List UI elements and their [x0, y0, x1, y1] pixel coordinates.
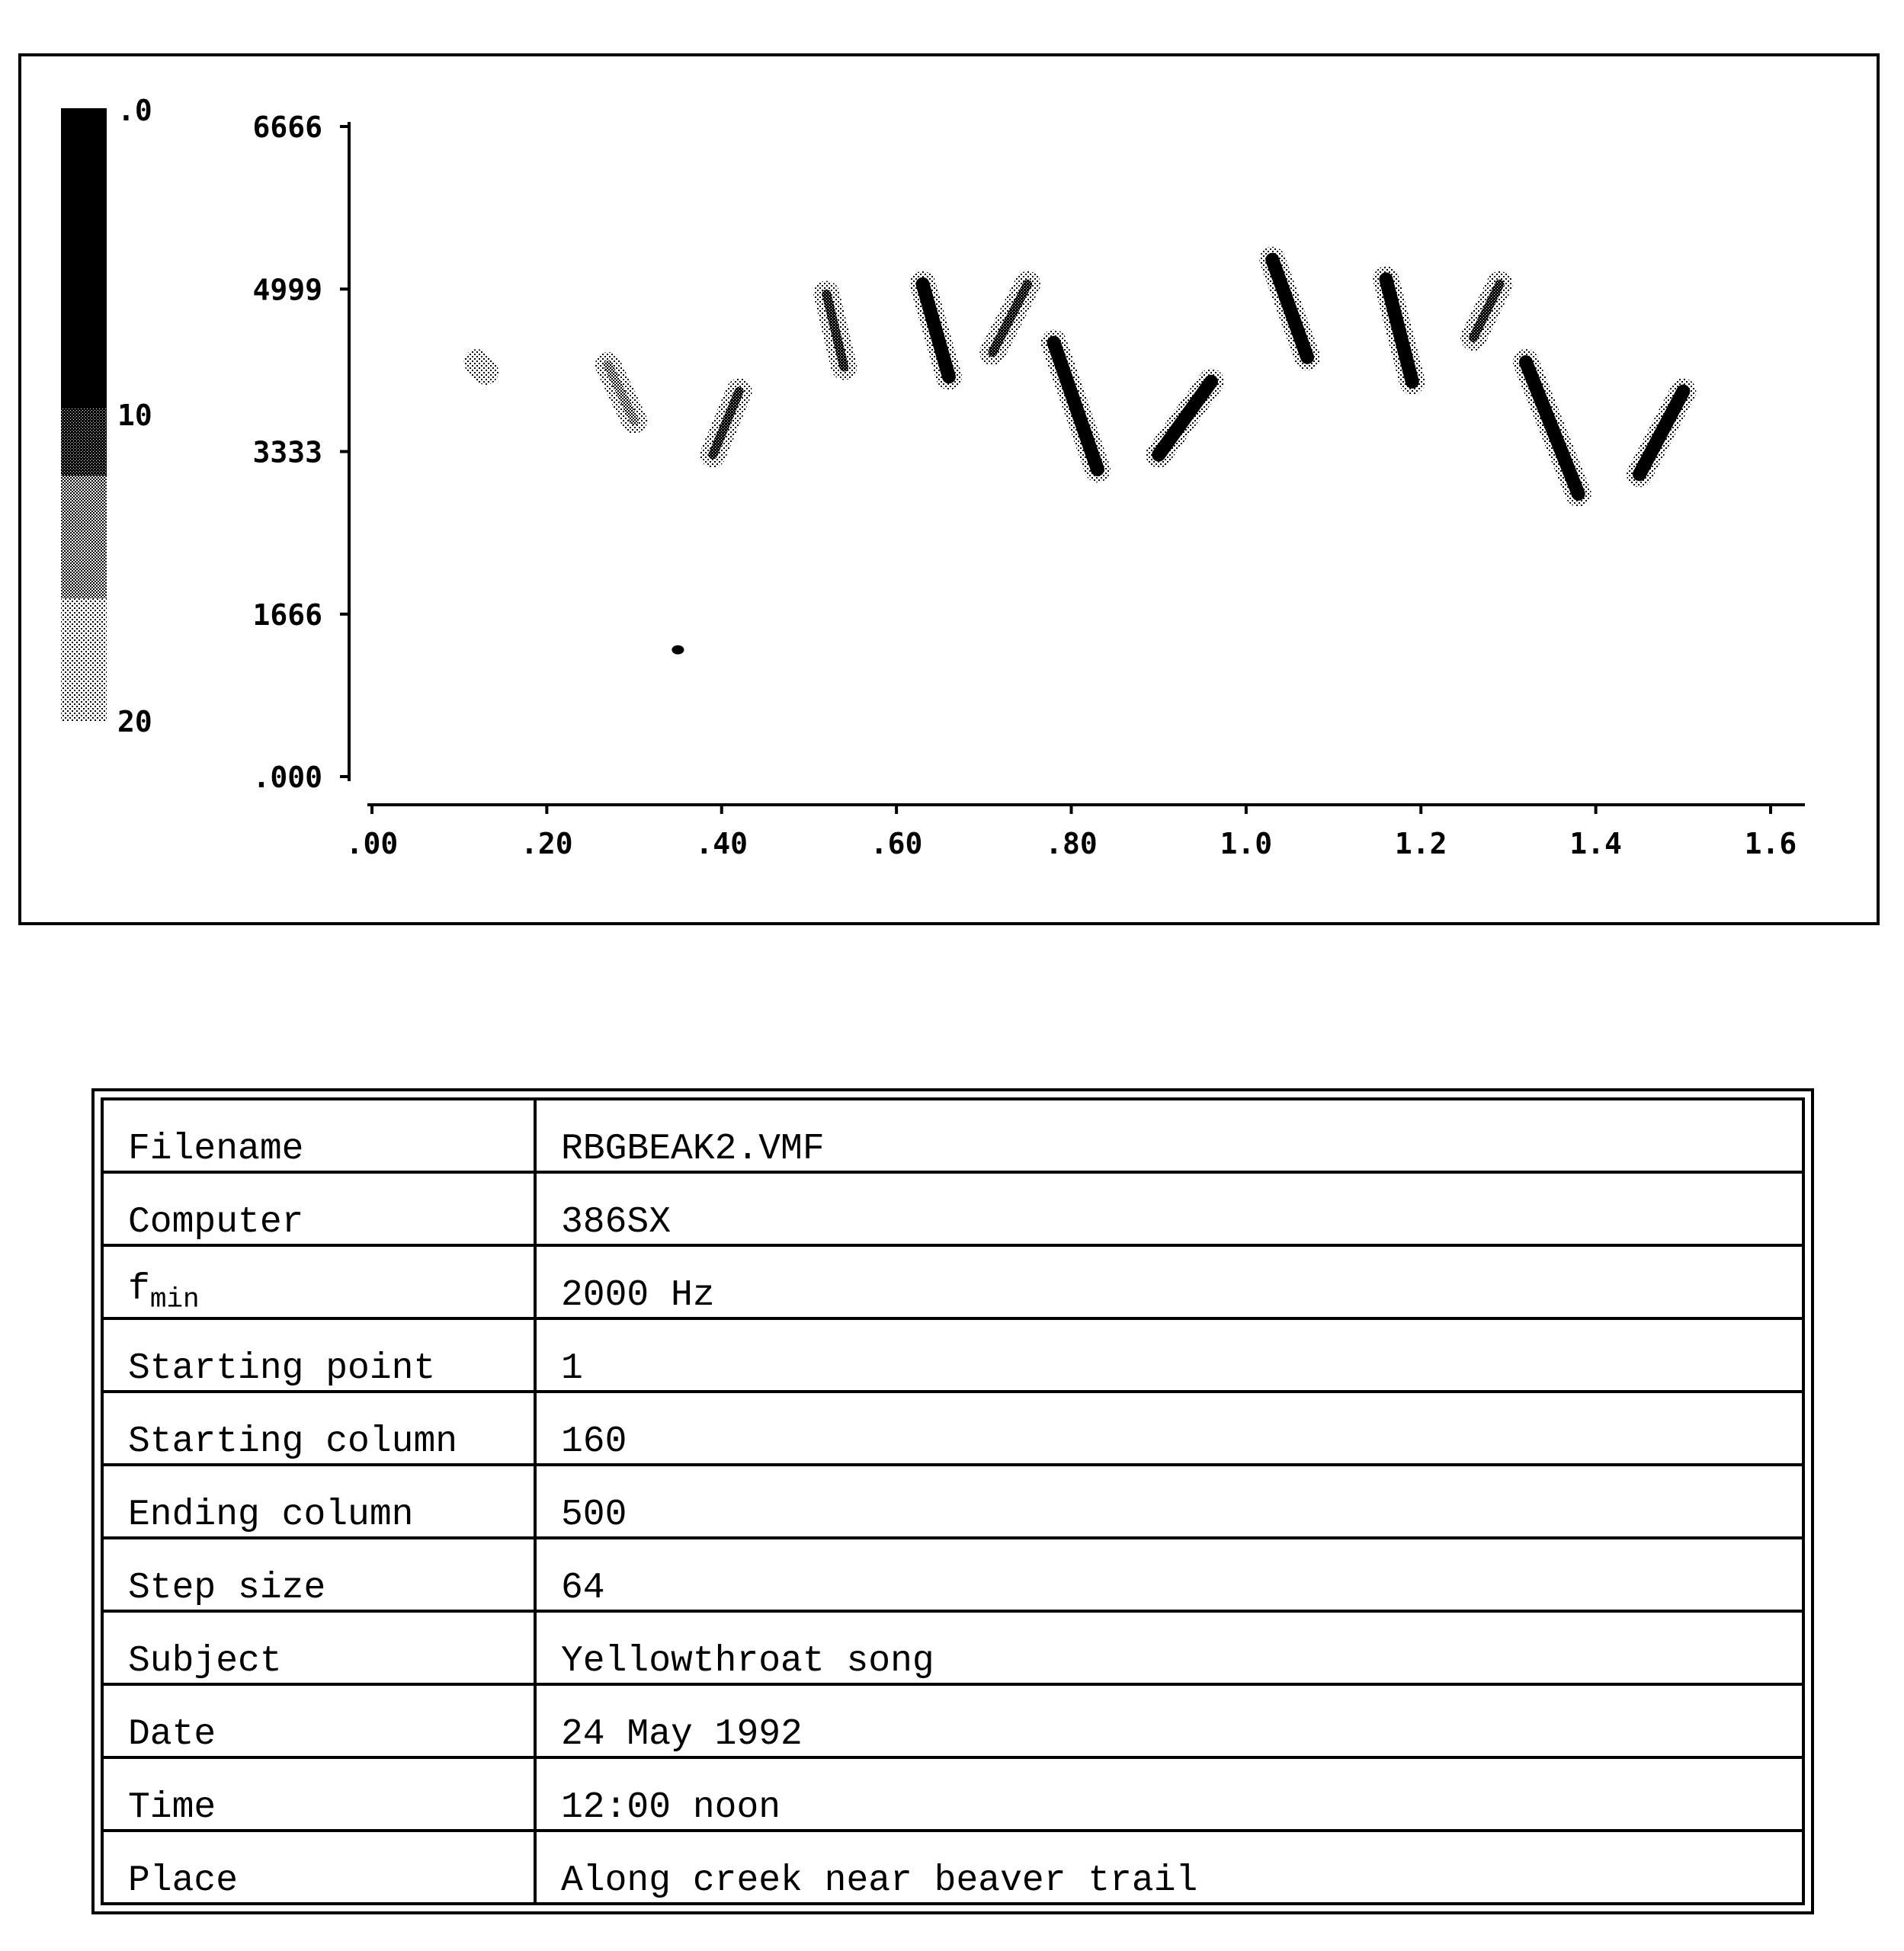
trace-core [1526, 362, 1579, 494]
trace [1054, 343, 1098, 469]
colorbar-band-light [61, 598, 107, 721]
table-key: Step size [128, 1568, 326, 1609]
trace [1473, 284, 1499, 338]
table-value: Along creek near beaver trail [535, 1831, 1803, 1904]
table-key: Starting column [128, 1421, 458, 1462]
table-key: Time [128, 1787, 216, 1828]
table-key-subscript: min [149, 1284, 200, 1315]
trace [826, 294, 844, 367]
table-row [102, 1392, 1803, 1465]
trace-core [1640, 392, 1683, 475]
table-row [102, 1172, 1803, 1245]
table-value: 386SX [535, 1172, 1803, 1245]
table-key: Computer [128, 1202, 304, 1243]
y-tick-label: .000 [252, 761, 322, 794]
table-key-cell [102, 1757, 535, 1831]
trace [713, 392, 739, 455]
table-key-cell [102, 1172, 535, 1245]
table-value: 500 [535, 1465, 1803, 1538]
trace [923, 284, 949, 377]
table-key-cell [102, 1831, 535, 1904]
spectrogram-chart [21, 56, 1877, 922]
trace-mark [672, 646, 684, 655]
metadata-table [91, 1088, 1814, 1914]
x-tick-label: 1.0 [1220, 827, 1273, 860]
x-tick-label: .80 [1045, 827, 1098, 860]
colorbar-band-dark [61, 108, 107, 408]
x-tick-label: .60 [870, 827, 923, 860]
table-key-cell [102, 1538, 535, 1611]
y-tick-label: 3333 [252, 435, 322, 469]
trace-core [1054, 343, 1098, 469]
spectrogram-frame [18, 53, 1880, 925]
spectrogram-traces [477, 260, 1684, 655]
table-key-cell [102, 1392, 535, 1465]
colorbar-label: .0 [117, 94, 152, 127]
x-tick-label: 1.2 [1394, 827, 1447, 860]
colorbar-label: 10 [117, 399, 152, 432]
colorbar [61, 94, 152, 738]
table-value: Yellowthroat song [535, 1611, 1803, 1684]
table-value: RBGBEAK2.VMF [535, 1099, 1803, 1172]
table-value: 12:00 noon [535, 1757, 1803, 1831]
table-row [102, 1831, 1803, 1904]
table-key-cell [102, 1099, 535, 1172]
trace [992, 284, 1027, 353]
table-row [102, 1099, 1803, 1172]
y-tick-label: 6666 [252, 111, 322, 144]
table-row [102, 1684, 1803, 1757]
table-value: 1 [535, 1318, 1803, 1392]
table-row [102, 1465, 1803, 1538]
trace [672, 646, 684, 655]
trace [1272, 260, 1307, 357]
table-key: Starting point [128, 1348, 436, 1389]
trace [1640, 392, 1683, 475]
table-value: 24 May 1992 [535, 1684, 1803, 1757]
table-key: Place [128, 1860, 239, 1901]
table-value: 2000 Hz [535, 1245, 1803, 1318]
table-row [102, 1245, 1803, 1318]
table-key: Date [128, 1714, 216, 1755]
table-row [102, 1611, 1803, 1684]
x-tick-label: 1.6 [1744, 827, 1797, 860]
colorbar-band-darkgray [61, 408, 107, 476]
table-row [102, 1757, 1803, 1831]
table-key: Ending column [128, 1494, 414, 1536]
colorbar-label: 20 [117, 705, 152, 738]
y-axis [252, 111, 351, 794]
trace [1159, 382, 1211, 455]
trace [477, 362, 486, 372]
trace-core [477, 362, 486, 372]
x-tick-label: .00 [345, 827, 399, 860]
table-key-cell [102, 1318, 535, 1392]
table-value: 160 [535, 1392, 1803, 1465]
trace [1526, 362, 1579, 494]
table-key: Subject [128, 1641, 282, 1682]
trace [1386, 279, 1412, 381]
x-tick-label: .40 [695, 827, 748, 860]
table-key-cell [102, 1684, 535, 1757]
trace [608, 365, 634, 421]
x-axis [346, 803, 1805, 860]
table-key-cell [102, 1245, 535, 1318]
table-row [102, 1318, 1803, 1392]
x-tick-label: 1.4 [1569, 827, 1622, 860]
table-row [102, 1538, 1803, 1611]
y-tick-label: 1666 [252, 597, 322, 632]
y-tick-label: 4999 [252, 273, 322, 307]
table-key-cell [102, 1611, 535, 1684]
table-key: f [128, 1269, 150, 1311]
table-key-cell [102, 1465, 535, 1538]
table-value: 64 [535, 1538, 1803, 1611]
table-key: Filename [128, 1129, 304, 1170]
x-tick-label: .20 [521, 827, 573, 860]
colorbar-band-gray [61, 476, 107, 598]
trace-core [1159, 382, 1211, 455]
